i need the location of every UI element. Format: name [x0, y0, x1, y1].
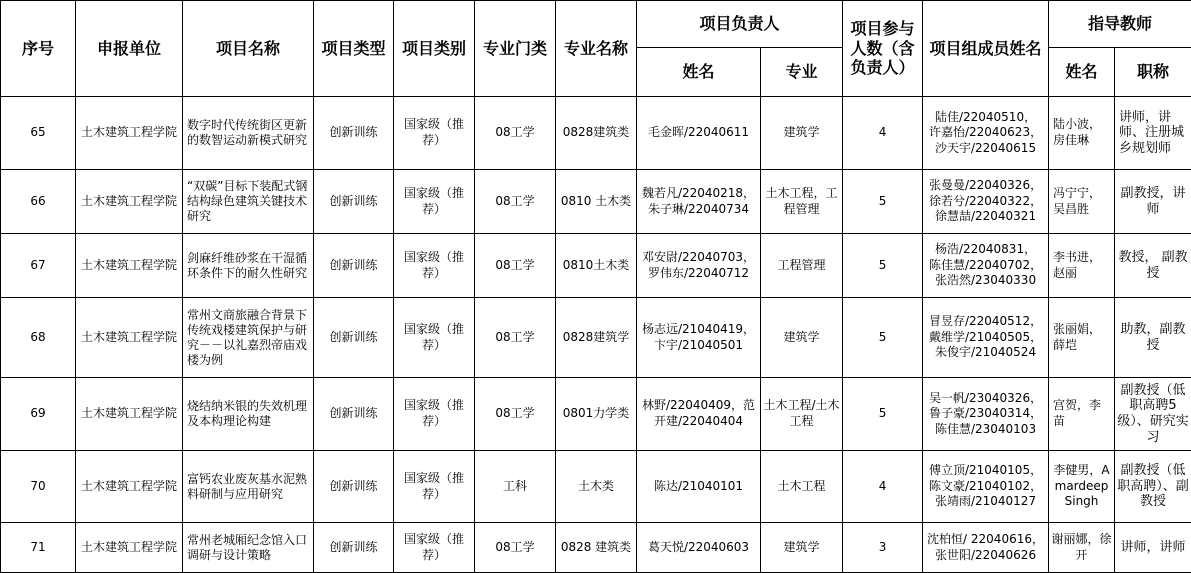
cell-project-category: 国家级（推荐）	[394, 234, 475, 298]
table-row	[1, 451, 1191, 523]
cell-seq: 71	[1, 523, 76, 573]
member-line: 吴一帆/23040326，	[925, 391, 1046, 407]
cell-leader-major: 工程管理	[761, 234, 843, 298]
cell-participant-count: 5	[843, 298, 923, 378]
cell-advisor-title: 副教授（低职高聘）、副教授	[1115, 451, 1191, 523]
cell-leader-major: 建筑学	[761, 298, 843, 378]
cell-major-name: 0828建筑学	[556, 298, 637, 378]
cell-seq: 69	[1, 378, 76, 451]
header-leader-major: 专业	[761, 48, 843, 97]
cell-project-category: 国家级（推荐）	[394, 298, 475, 378]
cell-project-category: 国家级（推荐）	[394, 523, 475, 573]
cell-participant-count: 3	[843, 523, 923, 573]
cell-participant-count: 5	[843, 378, 923, 451]
cell-project-category: 国家级（推荐）	[394, 451, 475, 523]
header-row-1	[1, 1, 1191, 48]
cell-major-name: 0810 土木类	[556, 170, 637, 234]
cell-leader-name: 杨志远/21040419，卞宇/21040501	[637, 298, 761, 378]
header-project-name: 项目名称	[183, 1, 314, 97]
table-row	[1, 378, 1191, 451]
table-row	[1, 298, 1191, 378]
cell-participant-count: 4	[843, 451, 923, 523]
cell-project-name: “双碳”目标下装配式钢结构绿色建筑关键技术研究	[183, 170, 314, 234]
cell-major-category: 08工学	[475, 234, 556, 298]
cell-major-name: 0801力学类	[556, 378, 637, 451]
member-line: 鲁子豪/23040314，	[925, 406, 1046, 422]
cell-project-type: 创新训练	[314, 451, 394, 523]
member-line: 朱俊宇/21040524	[925, 345, 1046, 361]
cell-major-category: 08工学	[475, 298, 556, 378]
member-line: 陈文豪/21040102，	[925, 479, 1046, 495]
header-advisor-group: 指导教师	[1049, 1, 1191, 48]
member-line: 沈柏恒/ 22040616，	[925, 532, 1046, 548]
cell-participant-count: 5	[843, 170, 923, 234]
member-line: 徐慧喆/22040321	[925, 209, 1046, 225]
cell-members	[923, 234, 1049, 298]
cell-advisor-title: 讲师，讲师、注册城乡规划师	[1115, 97, 1191, 170]
cell-leader-name: 陈达/21040101	[637, 451, 761, 523]
member-line: 戴维学/21040505，	[925, 330, 1046, 346]
member-line: 陈佳慧/22040702，	[925, 258, 1046, 274]
cell-project-type: 创新训练	[314, 378, 394, 451]
cell-seq: 68	[1, 298, 76, 378]
cell-leader-name: 毛金晖/22040611	[637, 97, 761, 170]
cell-seq: 70	[1, 451, 76, 523]
cell-members	[923, 298, 1049, 378]
table-row	[1, 523, 1191, 573]
cell-unit: 土木建筑工程学院	[76, 523, 183, 573]
cell-major-category: 08工学	[475, 97, 556, 170]
cell-project-type: 创新训练	[314, 523, 394, 573]
cell-advisor-name: 李健男，Amardeep Singh	[1049, 451, 1115, 523]
header-unit: 申报单位	[76, 1, 183, 97]
member-line: 陆佳/22040510，	[925, 110, 1046, 126]
member-line: 张浩然/23040330	[925, 273, 1046, 289]
cell-project-type: 创新训练	[314, 97, 394, 170]
cell-advisor-title: 助教，副教授	[1115, 298, 1191, 378]
cell-project-type: 创新训练	[314, 298, 394, 378]
cell-project-type: 创新训练	[314, 234, 394, 298]
cell-leader-major: 建筑学	[761, 97, 843, 170]
header-advisor-name: 姓名	[1049, 48, 1115, 97]
cell-advisor-title: 副教授（低职高聘5级）、研究实习	[1115, 378, 1191, 451]
cell-project-category: 国家级（推荐）	[394, 378, 475, 451]
cell-leader-name: 葛天悦/22040603	[637, 523, 761, 573]
cell-project-name: 常州老城厢纪念馆入口调研与设计策略	[183, 523, 314, 573]
cell-project-category: 国家级（推荐）	[394, 170, 475, 234]
table-row	[1, 170, 1191, 234]
header-project-category: 项目类别	[394, 1, 475, 97]
cell-seq: 65	[1, 97, 76, 170]
cell-members	[923, 170, 1049, 234]
cell-participant-count: 4	[843, 97, 923, 170]
member-line: 徐若兮/22040322，	[925, 194, 1046, 210]
member-line: 许嘉怡/22040623，	[925, 125, 1046, 141]
member-line: 沙天宇/22040615	[925, 141, 1046, 157]
cell-major-category: 08工学	[475, 523, 556, 573]
cell-major-name: 土木类	[556, 451, 637, 523]
header-project-type: 项目类型	[314, 1, 394, 97]
cell-major-category: 08工学	[475, 170, 556, 234]
cell-advisor-title: 副教授，讲师	[1115, 170, 1191, 234]
cell-leader-major: 土木工程	[761, 451, 843, 523]
cell-leader-major: 土木工程/土木工程	[761, 378, 843, 451]
member-line: 陈佳慧/23040103	[925, 422, 1046, 438]
cell-unit: 土木建筑工程学院	[76, 170, 183, 234]
cell-project-name: 富钙农业废灰基水泥熟料研制与应用研究	[183, 451, 314, 523]
member-line: 杨浩/22040831，	[925, 242, 1046, 258]
cell-leader-name: 魏若凡/22040218，朱子琳/22040734	[637, 170, 761, 234]
cell-advisor-title: 教授， 副教授	[1115, 234, 1191, 298]
cell-advisor-name: 张丽娟，薛垲	[1049, 298, 1115, 378]
header-advisor-title: 职称	[1115, 48, 1191, 97]
table-row	[1, 234, 1191, 298]
member-line: 冒昱存/22040512，	[925, 314, 1046, 330]
cell-major-name: 0810土木类	[556, 234, 637, 298]
cell-members	[923, 97, 1049, 170]
cell-unit: 土木建筑工程学院	[76, 97, 183, 170]
cell-unit: 土木建筑工程学院	[76, 451, 183, 523]
cell-advisor-name: 冯宁宁，吴昌胜	[1049, 170, 1115, 234]
cell-major-category: 工科	[475, 451, 556, 523]
cell-members	[923, 523, 1049, 573]
cell-major-name: 0828 建筑类	[556, 523, 637, 573]
header-major-category: 专业门类	[475, 1, 556, 97]
cell-leader-major: 建筑学	[761, 523, 843, 573]
header-leader-name: 姓名	[637, 48, 761, 97]
cell-members	[923, 451, 1049, 523]
cell-unit: 土木建筑工程学院	[76, 378, 183, 451]
cell-seq: 66	[1, 170, 76, 234]
cell-advisor-title: 讲师，讲师	[1115, 523, 1191, 573]
member-line: 张靖雨/21040127	[925, 494, 1046, 510]
table-row	[1, 97, 1191, 170]
cell-project-name: 剑麻纤维砂浆在干湿循环条件下的耐久性研究	[183, 234, 314, 298]
cell-unit: 土木建筑工程学院	[76, 234, 183, 298]
cell-members	[923, 378, 1049, 451]
member-line: 张曼曼/22040326，	[925, 178, 1046, 194]
header-participant-count: 项目参与人数（含负责人）	[843, 1, 923, 97]
header-major-name: 专业名称	[556, 1, 637, 97]
cell-project-name: 烧结纳米银的失效机理及本构理论构建	[183, 378, 314, 451]
cell-seq: 67	[1, 234, 76, 298]
cell-leader-name: 林野/22040409，范开建/22040404	[637, 378, 761, 451]
header-leader-group: 项目负责人	[637, 1, 843, 48]
cell-project-name: 常州文商旅融合背景下传统戏楼建筑保护与研究－－以礼嘉烈帝庙戏楼为例	[183, 298, 314, 378]
cell-advisor-name: 李书进，赵丽	[1049, 234, 1115, 298]
cell-advisor-name: 谢丽娜，徐开	[1049, 523, 1115, 573]
cell-advisor-name: 陆小波，房佳琳	[1049, 97, 1115, 170]
member-line: 张世阳/22040626	[925, 548, 1046, 564]
header-seq: 序号	[1, 1, 76, 97]
cell-leader-name: 邓安尉/22040703，罗伟东/22040712	[637, 234, 761, 298]
cell-project-category: 国家级（推荐）	[394, 97, 475, 170]
cell-project-name: 数字时代传统街区更新的数智运动新模式研究	[183, 97, 314, 170]
cell-leader-major: 土木工程，工程管理	[761, 170, 843, 234]
cell-project-type: 创新训练	[314, 170, 394, 234]
member-line: 傅立顶/21040105，	[925, 463, 1046, 479]
cell-major-category: 08工学	[475, 378, 556, 451]
cell-unit: 土木建筑工程学院	[76, 298, 183, 378]
cell-advisor-name: 宫贺，李苗	[1049, 378, 1115, 451]
cell-major-name: 0828建筑类	[556, 97, 637, 170]
header-members: 项目组成员姓名	[923, 1, 1049, 97]
cell-participant-count: 5	[843, 234, 923, 298]
